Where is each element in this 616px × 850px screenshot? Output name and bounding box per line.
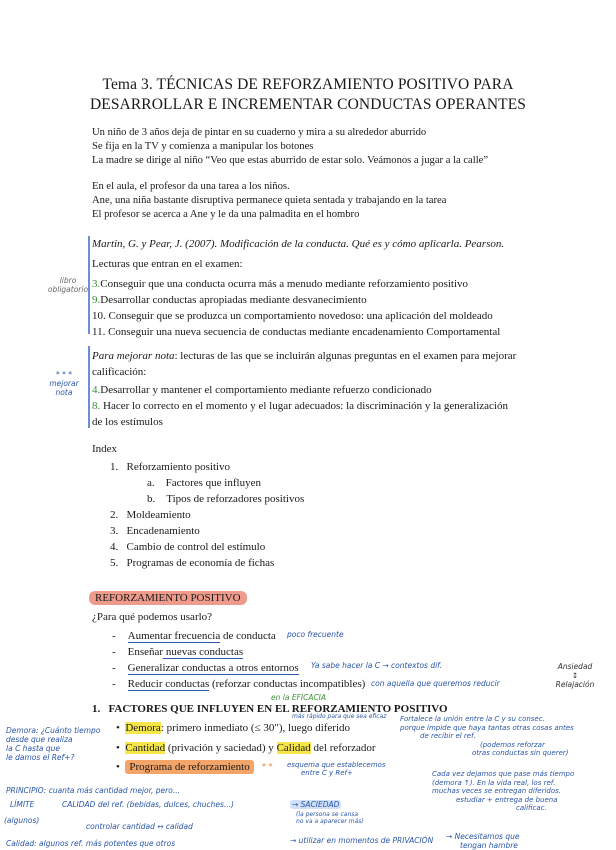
index-subitem[interactable]: b. Tipos de reforzadores positivos bbox=[147, 493, 305, 505]
note-calidad-foot: Calidad: algunos ref. más potentes que otros bbox=[6, 839, 176, 848]
section-question: ¿Para qué podemos usarlo? bbox=[92, 611, 213, 623]
index-item[interactable]: 3. Encadenamiento bbox=[110, 525, 200, 537]
example-line: La madre se dirige al niño “Veo que estas aburrido de estar solo. Veámonos a jugar a la calle” bbox=[92, 155, 489, 166]
use-item: - Reducir conductas (reforzar conductas incompatibles) bbox=[112, 678, 366, 690]
index-item[interactable]: 2. Moldeamiento bbox=[110, 509, 191, 521]
note-demora-def: Demora: ¿Cuánto tiempo desde que realiza la C hasta que le damos el Ref+? bbox=[6, 726, 101, 762]
grade-reading: 8. Hacer lo correcto en el momento y el lugar adecuados: la discriminación y la generalización bbox=[92, 400, 508, 412]
exam-reading: 3.Conseguir que una conducta ocurra más a menudo mediante reforzamiento positivo bbox=[92, 278, 469, 290]
exam-reading: 9.Desarrollar conductas apropiadas mediante desvanecimiento bbox=[92, 294, 367, 306]
margin-bar bbox=[88, 346, 90, 428]
index-item[interactable]: 1. Reforzamiento positivo bbox=[110, 461, 231, 473]
note-esquema: esquema que establecemos entre C y Ref+ bbox=[287, 761, 386, 777]
note-necesitamos: → Necesitamos que tengan hambre bbox=[446, 832, 520, 850]
index-heading: Index bbox=[92, 443, 118, 455]
note-controlar: controlar cantidad ↔ calidad bbox=[86, 822, 193, 831]
example-line: El profesor se acerca a Ane y le da una palmadita en el hombro bbox=[92, 209, 360, 220]
index-item[interactable]: 5. Programas de economía de fichas bbox=[110, 557, 275, 569]
factor-cantidad: • Cantidad (privación y saciedad) y Calidad del reforzador bbox=[116, 742, 376, 754]
note-fortalece: Fortalece la unión entre la C y su consec. porque impide que haya tantas otras cosas antes de recibir el ref. (podemos reforzar otras conductas sin querer) bbox=[400, 715, 574, 757]
factor-stars: * * bbox=[262, 762, 273, 771]
note-contextos: Ya sabe hacer la C → contextos dif. bbox=[311, 661, 443, 670]
grade-reading-cont: de los estímulos bbox=[92, 416, 163, 428]
note-privacion: → utilizar en momentos de PRIVACIÓN bbox=[290, 836, 434, 845]
index-subitem[interactable]: a. Factores que influyen bbox=[147, 477, 261, 489]
example-line: Se fija en la TV y comienza a manipular los botones bbox=[92, 141, 314, 152]
note-saciedad-def: (la persona se cansa no va a aparecer más) bbox=[296, 811, 364, 825]
example-line: Ane, una niña bastante disruptiva permanece quieta sentada y trabajando en la tarea bbox=[92, 195, 447, 206]
grade-note-cont: calificación: bbox=[92, 366, 147, 378]
exam-reading: 11. Conseguir una nueva secuencia de conductas mediante encadenamiento Comportamental bbox=[92, 326, 501, 338]
section-heading: REFORZAMIENTO POSITIVO bbox=[89, 592, 247, 604]
note-ansiedad: Ansiedad ↕ Relajación bbox=[555, 662, 595, 689]
use-item: - Generalizar conductas a otros entornos bbox=[112, 662, 299, 674]
page-title-line2: DESARROLLAR E INCREMENTAR CONDUCTAS OPERANTES bbox=[89, 96, 527, 113]
note-calidad-ref: CALIDAD del ref. (bebidas, dulces, chuches...) bbox=[62, 800, 234, 809]
use-item: - Aumentar frecuencia de conducta bbox=[112, 630, 276, 642]
example-line: En el aula, el profesor da una tarea a los niños. bbox=[92, 181, 290, 192]
grade-note: Para mejorar nota: lecturas de las que se incluirán algunas preguntas en el examen para mejorar bbox=[92, 350, 517, 362]
index-item[interactable]: 4. Cambio de control del estímulo bbox=[110, 541, 266, 553]
factor-programa: • Programa de reforzamiento bbox=[116, 761, 254, 773]
factors-heading: 1. FACTORES QUE INFLUYEN EN EL REFORZAMIENTO POSITIVO bbox=[92, 703, 448, 715]
note-rapido: más rápido para que sea eficaz bbox=[292, 713, 387, 720]
exam-intro: Lecturas que entran en el examen: bbox=[92, 258, 243, 270]
grade-reading: 4.Desarrollar y mantener el comportamiento mediante refuerzo condicionado bbox=[92, 384, 432, 396]
note-cada-vez: Cada vez dejamos que pase más tiempo (demora ↑). En la vida real, los ref. muchas veces se entregan diferidos. estudiar + entrega de buena calificac. bbox=[432, 770, 575, 812]
margin-note-mejorar: * * * mejorar nota bbox=[49, 370, 79, 397]
note-reducir: con aquella que queremos reducir bbox=[371, 679, 500, 688]
exam-reading: 10. Conseguir que se produzca un comportamiento novedoso: una aplicación del moldeado bbox=[92, 310, 493, 322]
reference: Martin, G. y Pear, J. (2007). Modificación de la conducta. Qué es y cómo aplicarla. Pearson. bbox=[92, 238, 505, 250]
note-poco-frecuente: poco frecuente bbox=[287, 630, 344, 639]
note-principio: PRINCIPIO: cuanta más cantidad mejor, pero... bbox=[6, 786, 180, 795]
note-saciedad: → SACIEDAD bbox=[292, 800, 340, 809]
note-eficacia: en la EFICACIA bbox=[271, 693, 327, 702]
note-limite: LÍMITE bbox=[10, 800, 35, 809]
note-algunos: (algunos) bbox=[4, 816, 40, 825]
page-title-line1: Tema 3. TÉCNICAS DE REFORZAMIENTO POSITIVO PARA bbox=[102, 76, 514, 93]
factor-demora: • Demora: primero inmediato (≤ 30"), luego diferido bbox=[116, 722, 351, 734]
use-item: - Enseñar nuevas conductas bbox=[112, 646, 244, 658]
margin-note-libro: libro obligatorio bbox=[47, 276, 89, 294]
example-line: Un niño de 3 años deja de pintar en su cuaderno y mira a su alrededor aburrido bbox=[92, 127, 427, 138]
